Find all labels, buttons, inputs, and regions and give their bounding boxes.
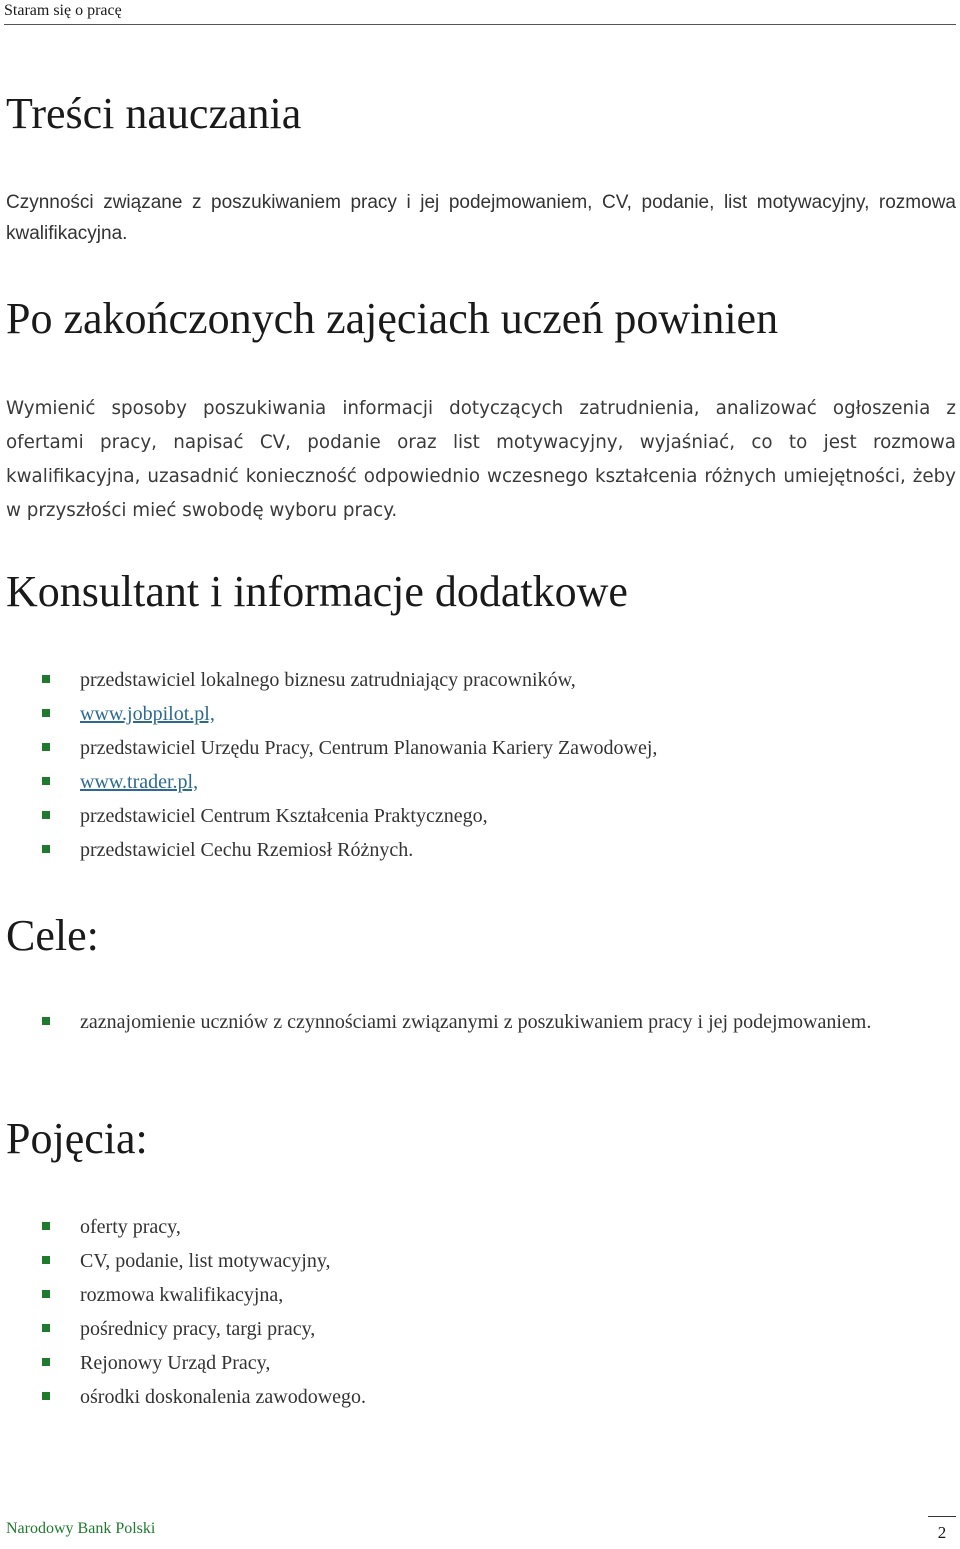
list-item bbox=[6, 1380, 956, 1414]
list-item-text: zaznajomienie uczniów z czynnościami związanymi z poszukiwaniem pracy i jej podejmowaniem. bbox=[80, 1011, 872, 1033]
list-item-text: oferty pracy, bbox=[80, 1216, 181, 1238]
square-bullet-icon bbox=[42, 811, 50, 819]
footer-publisher: Narodowy Bank Polski bbox=[6, 1520, 156, 1537]
square-bullet-icon bbox=[42, 1358, 50, 1366]
list-item bbox=[6, 1278, 956, 1312]
square-bullet-icon bbox=[42, 1222, 50, 1230]
running-header bbox=[4, 0, 956, 25]
square-bullet-icon bbox=[42, 1290, 50, 1298]
list-item bbox=[6, 1210, 956, 1244]
heading-konsultant: Konsultant i informacje dodatkowe bbox=[6, 567, 628, 616]
square-bullet-icon bbox=[42, 675, 50, 683]
running-footer bbox=[6, 1516, 956, 1544]
list-item bbox=[6, 1244, 956, 1278]
list-item-text: ośrodki doskonalenia zawodowego. bbox=[80, 1386, 367, 1408]
list-item bbox=[6, 731, 956, 765]
konsultant-list bbox=[6, 663, 956, 867]
pojecia-list bbox=[6, 1210, 956, 1414]
trader-link[interactable]: www.trader.pl, bbox=[80, 771, 199, 793]
list-item bbox=[6, 765, 956, 799]
cele-list bbox=[6, 1005, 956, 1039]
list-item-text: rozmowa kwalifikacyjna, bbox=[80, 1284, 284, 1306]
square-bullet-icon bbox=[42, 1017, 50, 1025]
paragraph-po-zajeciach: Wymienić sposoby poszukiwania informacji dotyczących zatrudnienia, analizować ogłoszenia z ofertami pracy, napisać CV, podanie oraz list motywacyjny, wyjaśniać, co to jest rozmowa kwalifikacyjna, uzasadnić konieczność odpowiednio wczesnego kształcenia różnych umiejętności, żeby w przyszłości mieć swobodę wyboru pracy. bbox=[6, 398, 956, 521]
list-item-text: Rejonowy Urząd Pracy, bbox=[80, 1352, 271, 1374]
page-number: 2 bbox=[928, 1516, 956, 1545]
heading-cele: Cele: bbox=[6, 911, 99, 960]
square-bullet-icon bbox=[42, 709, 50, 717]
square-bullet-icon bbox=[42, 1256, 50, 1264]
list-item-text: przedstawiciel Centrum Kształcenia Praktycznego, bbox=[80, 805, 488, 827]
list-item-text: CV, podanie, list motywacyjny, bbox=[80, 1250, 331, 1272]
list-item bbox=[6, 663, 956, 697]
square-bullet-icon bbox=[42, 743, 50, 751]
heading-po-zajeciach: Po zakończonych zajęciach uczeń powinien bbox=[6, 294, 779, 343]
list-item-text: przedstawiciel Urzędu Pracy, Centrum Planowania Kariery Zawodowej, bbox=[80, 737, 658, 759]
list-item bbox=[6, 833, 956, 867]
list-item bbox=[6, 1346, 956, 1380]
paragraph-tresci-nauczania: Czynności związane z poszukiwaniem pracy i jej podejmowaniem, CV, podanie, list motywacyjny, rozmowa kwalifikacyjna. bbox=[6, 192, 956, 244]
list-item bbox=[6, 1005, 956, 1039]
square-bullet-icon bbox=[42, 1324, 50, 1332]
list-item-text: przedstawiciel lokalnego biznesu zatrudniający pracowników, bbox=[80, 669, 576, 691]
jobpilot-link[interactable]: www.jobpilot.pl, bbox=[80, 703, 215, 725]
list-item bbox=[6, 697, 956, 731]
header-title: Staram się o pracę bbox=[4, 2, 122, 19]
list-item-text: przedstawiciel Cechu Rzemiosł Różnych. bbox=[80, 839, 414, 861]
list-item-text: pośrednicy pracy, targi pracy, bbox=[80, 1318, 316, 1340]
square-bullet-icon bbox=[42, 845, 50, 853]
heading-tresci-nauczania: Treści nauczania bbox=[6, 89, 302, 138]
square-bullet-icon bbox=[42, 777, 50, 785]
list-item bbox=[6, 1312, 956, 1346]
square-bullet-icon bbox=[42, 1392, 50, 1400]
list-item bbox=[6, 799, 956, 833]
heading-pojecia: Pojęcia: bbox=[6, 1114, 148, 1163]
